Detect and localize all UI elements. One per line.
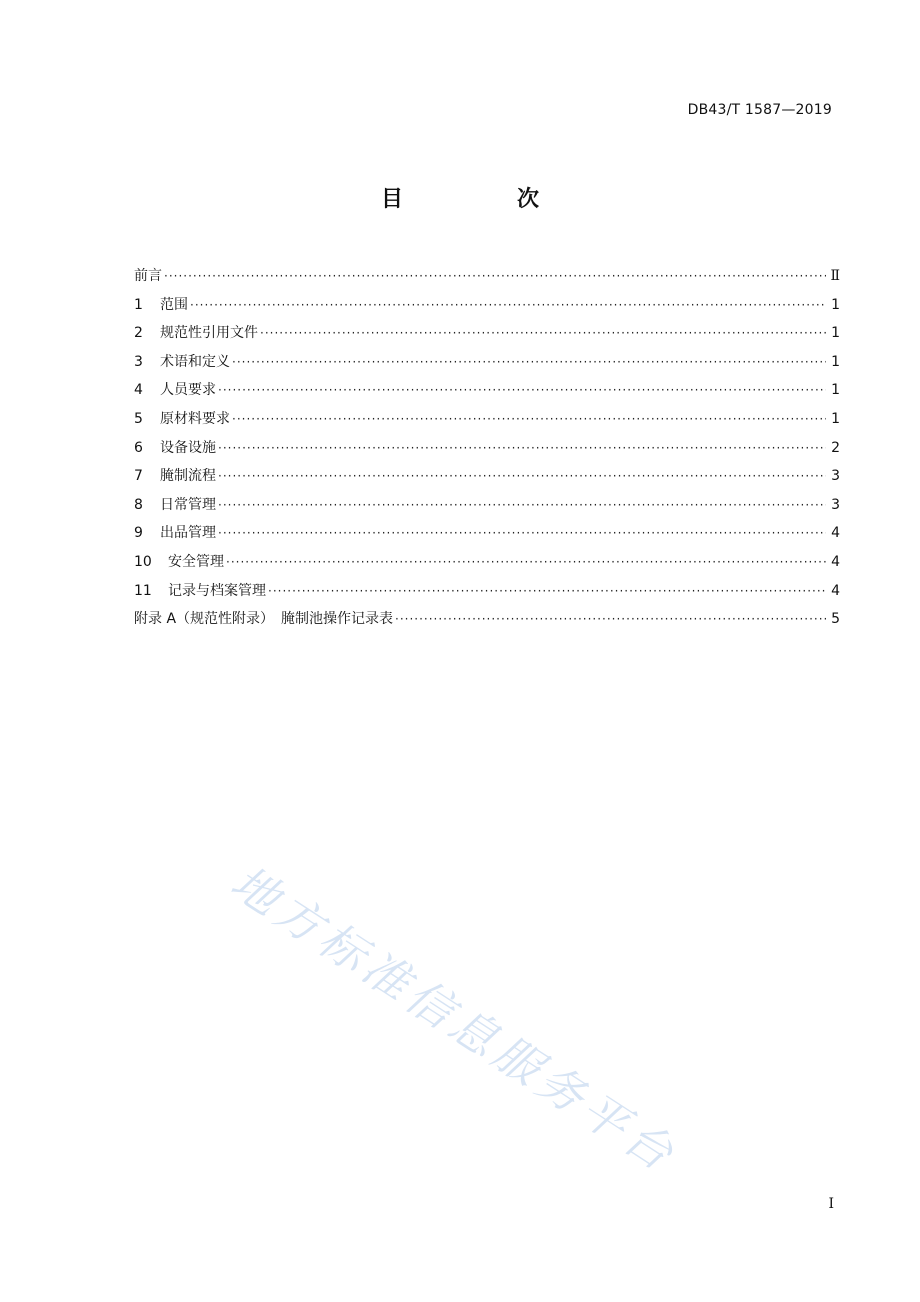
toc-entry-foreword[interactable] [134, 262, 840, 291]
page-number: I [828, 1196, 834, 1212]
toc-entry-10[interactable] [134, 548, 840, 577]
toc-entry-text: 范围 [160, 296, 188, 313]
toc-entry-number: 6 [134, 439, 143, 456]
toc-entry-text: 出品管理 [160, 525, 216, 542]
toc-entry-text: 人员要求 [160, 382, 216, 399]
standard-code: DB43/T 1587—2019 [687, 102, 832, 118]
toc-entry-page: 4 [831, 525, 840, 542]
watermark: 地方标准信息服务平台 [221, 854, 688, 1184]
toc-entry-text: 附录 A（规范性附录） 腌制池操作记录表 [134, 611, 394, 628]
toc-leader-dots [268, 577, 826, 606]
toc-entry-6[interactable] [134, 434, 840, 463]
toc-entry-page: 1 [831, 410, 840, 427]
page-title: 目 次 [380, 187, 585, 212]
toc-entry-text: 安全管理 [168, 553, 224, 570]
toc-entry-number: 2 [134, 325, 143, 342]
toc-entry-number: 10 [134, 553, 152, 570]
toc-entry-number: 1 [134, 296, 143, 313]
toc-entry-number: 8 [134, 496, 143, 513]
toc-entry-number: 4 [134, 382, 143, 399]
toc-entry-text: 腌制流程 [160, 468, 216, 485]
toc-leader-dots [190, 291, 826, 320]
toc-entry-page: 2 [831, 439, 840, 456]
toc-entry-3[interactable] [134, 348, 840, 377]
toc-entry-5[interactable] [134, 405, 840, 434]
toc-entry-page: 5 [831, 611, 840, 628]
table-of-contents [134, 262, 840, 634]
toc-leader-dots [218, 519, 826, 548]
toc-leader-dots [232, 348, 826, 377]
toc-entry-11[interactable] [134, 577, 840, 606]
toc-entry-4[interactable] [134, 376, 840, 405]
toc-entry-8[interactable] [134, 491, 840, 520]
toc-entry-page: Ⅱ [830, 268, 840, 284]
toc-entry-number: 9 [134, 525, 143, 542]
toc-leader-dots [218, 376, 826, 405]
toc-leader-dots [226, 548, 826, 577]
toc-entry-page: 3 [831, 468, 840, 485]
toc-entry-7[interactable] [134, 462, 840, 491]
toc-entry-1[interactable] [134, 291, 840, 320]
toc-leader-dots [232, 405, 826, 434]
toc-entry-9[interactable] [134, 519, 840, 548]
toc-leader-dots [164, 262, 826, 291]
toc-entry-number: 3 [134, 353, 143, 370]
toc-entry-page: 4 [831, 582, 840, 599]
toc-entry-number: 11 [134, 582, 152, 599]
toc-leader-dots [395, 605, 826, 634]
toc-leader-dots [218, 491, 826, 520]
toc-entry-page: 1 [831, 296, 840, 313]
toc-entry-2[interactable] [134, 319, 840, 348]
toc-entry-number: 7 [134, 468, 143, 485]
toc-entry-text: 术语和定义 [160, 353, 230, 370]
toc-entry-number: 5 [134, 410, 143, 427]
toc-entry-page: 1 [831, 382, 840, 399]
toc-entry-text: 前言 [134, 268, 162, 284]
toc-leader-dots [218, 434, 826, 463]
toc-entry-page: 1 [831, 353, 840, 370]
toc-entry-text: 记录与档案管理 [168, 582, 266, 599]
toc-leader-dots [260, 319, 826, 348]
toc-entry-text: 规范性引用文件 [160, 325, 258, 342]
toc-entry-page: 4 [831, 553, 840, 570]
toc-entry-text: 原材料要求 [160, 410, 230, 427]
toc-entry-page: 1 [831, 325, 840, 342]
toc-entry-text: 日常管理 [160, 496, 216, 513]
toc-entry-text: 设备设施 [160, 439, 216, 456]
toc-leader-dots [218, 462, 826, 491]
toc-entry-appendix-a[interactable] [134, 605, 840, 634]
toc-entry-page: 3 [831, 496, 840, 513]
